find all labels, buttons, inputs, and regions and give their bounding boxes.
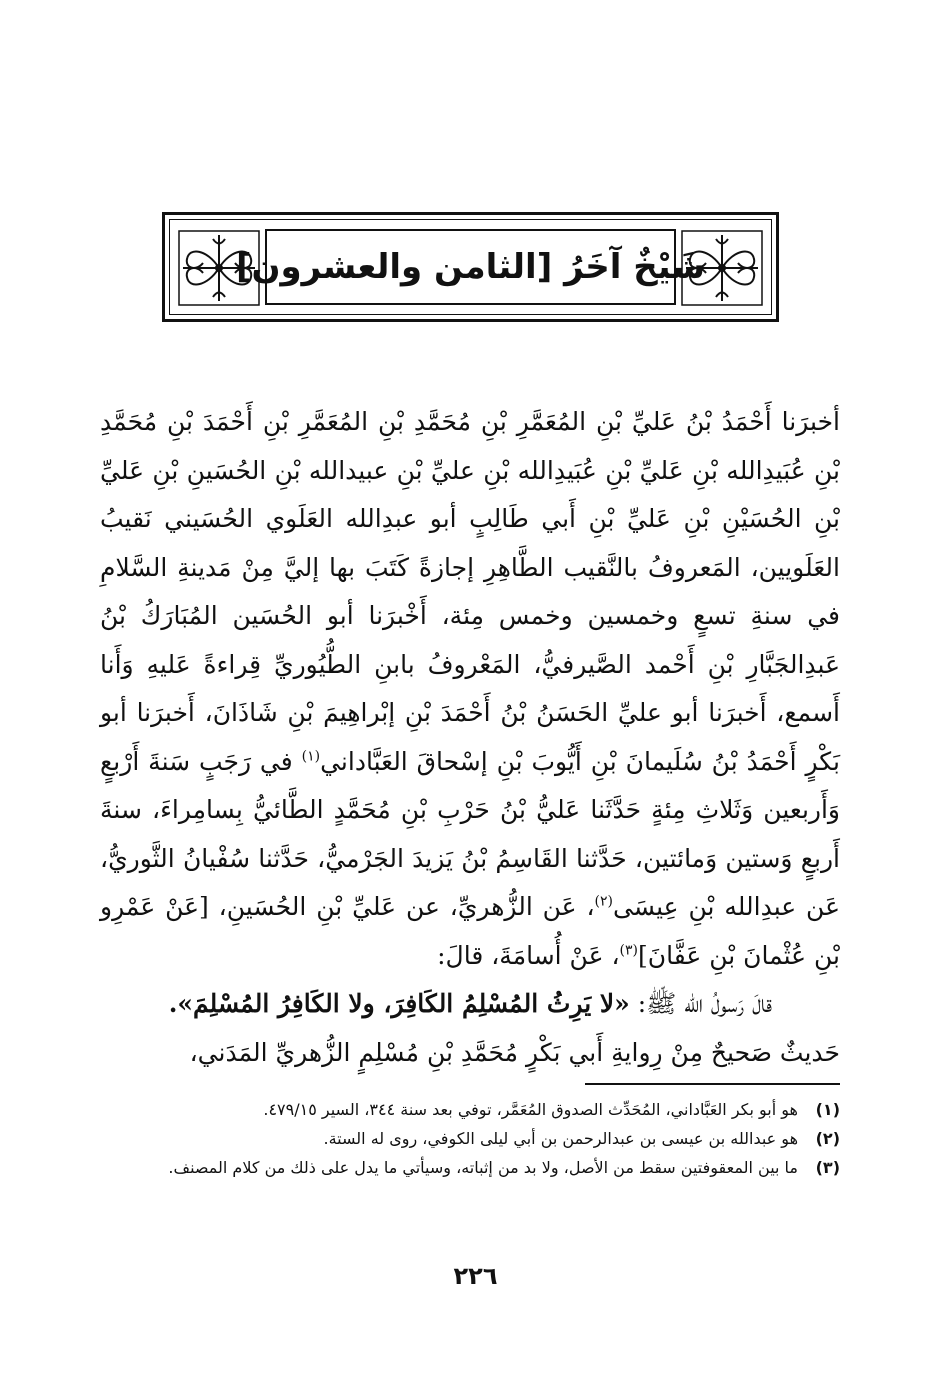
chapter-header-frame	[162, 212, 779, 322]
chapter-title: شَيْخٌ آخَرُ [الثامن والعشرون]	[235, 247, 706, 287]
footnote-ref[interactable]: (١)	[301, 748, 321, 765]
footnote-item	[100, 1153, 840, 1182]
footnote-number: (٣)	[815, 1158, 840, 1177]
hadith-chain-text	[100, 398, 840, 1077]
isnad-text: ، عَن الزُّهريِّ، عن عَليِّ بْنِ الحُسَينِ، [عَنْ عَمْرِو بْنِ عُثْمانَ بْنِ عَفَّانَ]	[100, 892, 840, 970]
floral-ornament-icon	[680, 229, 764, 307]
footnote-text: ما بين المعقوفتين سقط من الأصل، ولا بد من إثباته، وسيأتي ما يدل على ذلك من كلام المصنف.	[168, 1158, 798, 1177]
hadith-matn	[100, 980, 840, 1029]
footnote-number: (١)	[815, 1100, 840, 1119]
footnote-ref[interactable]: (٢)	[594, 893, 613, 910]
footnotes-section	[100, 1095, 840, 1182]
isnad-paragraph	[100, 398, 840, 980]
footnote-number: (٢)	[815, 1129, 840, 1148]
page-number: ٢٢٦	[453, 1262, 498, 1290]
hadith-quote: «لا يَرِثُ المُسْلِمُ الكَافِرَ، ولا الكَافِرُ المُسْلِمَ».	[168, 989, 630, 1018]
footnote-ref[interactable]: (٣)	[619, 942, 638, 959]
grading-line: حَديثٌ صَحيحٌ مِنْ رِوايةِ أَبي بَكْرٍ مُحَمَّدِ بْنِ مُسْلِمٍ الزُّهريِّ المَدَني،	[189, 1037, 840, 1067]
footnote-text: هو عبدالله بن عيسى بن عبدالرحمن بن أبي ليلى الكوفي، روى له الستة.	[323, 1129, 798, 1148]
footnote-item	[100, 1124, 840, 1153]
footnote-text: هو أبو بكر العَبَّاداني، المُحَدِّث الصدوق المُعَمَّر، توفي بعد سنة ٣٤٤، السير ٤٧٩/١٥.	[263, 1100, 798, 1119]
footnote-divider	[585, 1083, 840, 1085]
chapter-title-box	[235, 229, 706, 305]
isnad-text: في رَجَبٍ سَنةَ أَرْبعٍ وَأَربعين وَثَلاثِ مِئةٍ حَدَّثَنا عَليُّ بْنُ حَرْبِ بْنِ مُحَمَّدٍ الطَّائيُّ بِسامِراءَ، سنةَ أَربعٍ وَستين وَمائتين، حَدَّثنا القَاسِمُ بْنُ يَزيدَ الجَرْميُّ، حَدَّثنا سُفْيانُ الثَّوريُّ، عَن عبدِالله بْنِ عِيسَى	[100, 746, 840, 921]
footnote-item	[100, 1095, 840, 1124]
isnad-text: ، عَنْ أُسامَةَ، قالَ:	[437, 940, 620, 970]
isnad-text: أخبرَنا أَحْمَدُ بْنُ عَليِّ بْنِ المُعَمَّرِ بْنِ مُحَمَّدِ بْنِ المُعَمَّرِ بْنِ أَحْمَدَ بْنِ مُحَمَّدِ بْنِ عُبَيدِالله بْنِ عَليِّ بْنِ عُبَيدِالله بْنِ عليِّ بْنِ عبيدالله بْنِ الحُسَينِ بْنِ عَليِّ بْنِ الحُسَيْنِ بْنِ عَليِّ بْنِ أَبي طَالِبٍ أبو عبدِالله العَلَوي الحُسَيني نَقيبُ العَلَويين، المَعروفُ بالنَّقيب الطَّاهِرِ إجازةً كَتَبَ بها إليَّ مِنْ مَدينةِ السَّلامِ في سنةِ تسعٍ وخمسين وخمس مِئة، أَخْبرَنا أبو الحُسَين المُبَارَكُ بْنُ عَبدِالجَبَّارِ بْنِ أَحْمد الصَّيرفيُّ، المَعْروفُ بابنِ الطُّيُوريِّ قِراءةً عَليهِ وَأَنا أَسمع، أَخبرَنا أبو عليِّ الحَسَنُ بْنُ أَحْمَدَ بْنِ إبْراهِيمَ بْنِ شَاذَانَ، أَخبرَنا أبو بَكْرٍ أَحْمَدُ بْنُ سُلَيمانَ بْنِ أَيُّوبَ بْنِ إسْحاقَ العَبَّاداني	[100, 407, 840, 776]
hadith-intro: قالَ رَسولُ الله ﷺ:	[629, 989, 772, 1018]
